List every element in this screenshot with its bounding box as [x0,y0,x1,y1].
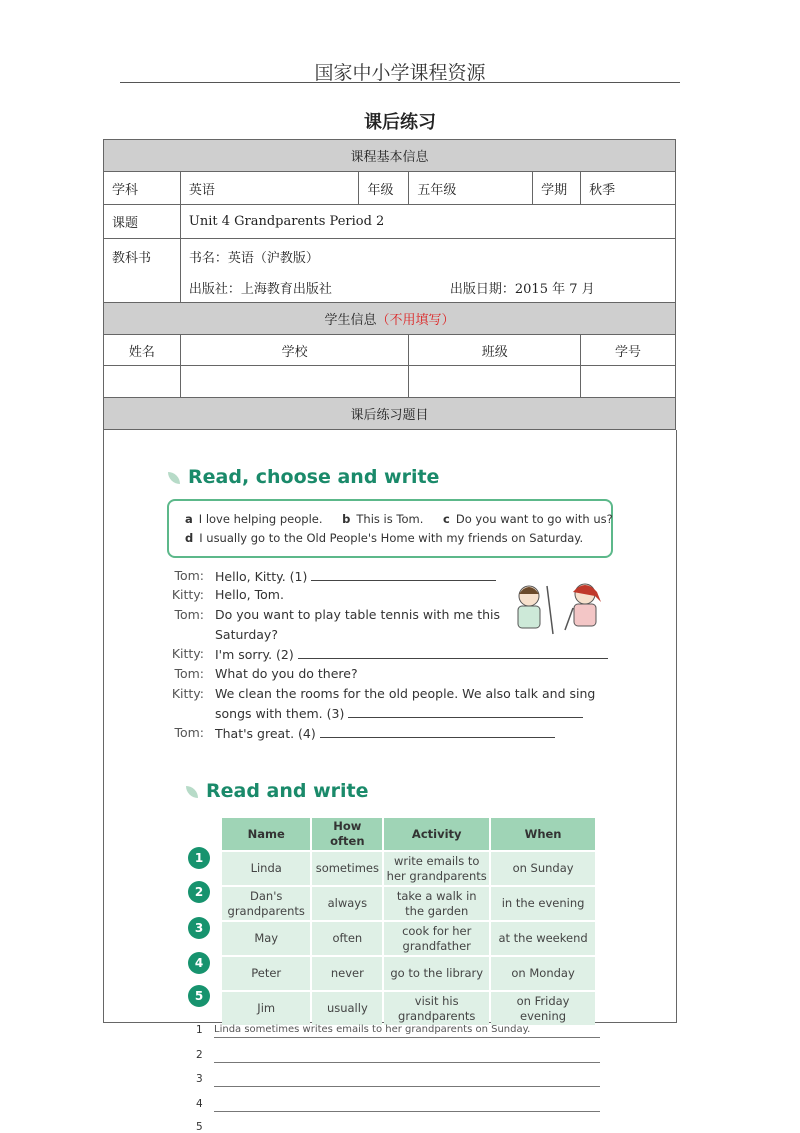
publisher-row [188,278,667,297]
student-id-header: 学号 [581,335,676,366]
row-number-badge: 4 [188,952,210,974]
exercise1-heading [168,466,439,488]
table-cell: sometimes [312,852,382,885]
subject-label: 学科 [104,172,181,205]
publish-date: 出版日期：2015 年 7 月 [449,282,595,297]
dialogue-line: What do you do there? [215,666,358,681]
table-cell: always [312,887,382,920]
table-row [222,887,595,920]
answer-blank[interactable] [311,568,496,581]
publisher: 出版社：上海教育出版社 [188,282,332,297]
table-cell: on Friday evening [491,992,595,1025]
class-field[interactable] [409,366,581,398]
dialogue-line: Do you want to play table tennis with me this [215,607,500,622]
answer-number: 5 [196,1121,203,1133]
course-info-table [103,139,676,430]
grade-value: 五年级 [409,172,533,205]
options-line-2 [185,531,583,545]
dialogue-line: Hello, Kitty. (1) [215,568,496,584]
answer-number: 2 [196,1049,203,1061]
dialogue-speaker: Tom: [174,666,204,681]
table-cell: go to the library [384,957,489,990]
table-cell: cook for her grandfather [384,922,489,955]
option-c: c Do you want to go with us? [443,512,613,526]
table-cell: Jim [222,992,310,1025]
school-header: 学校 [180,335,409,366]
table-cell: May [222,922,310,955]
column-header: Activity [384,818,489,850]
answer-line[interactable]: Linda sometimes writes emails to her grandparents on Sunday. [214,1024,600,1038]
dialogue-line: songs with them. (3) [215,705,583,721]
exercise1-heading-text: Read, choose and write [188,466,440,488]
column-header: Name [222,818,310,850]
table-cell: Linda [222,852,310,885]
dialogue-speaker: Kitty: [171,686,204,701]
course-info-band: 课程基本信息 [104,140,676,172]
dialogue-line: Saturday? [215,627,278,642]
answer-line[interactable] [214,1049,600,1063]
table-row [222,922,595,955]
table-row [222,957,595,990]
answer-number: 1 [196,1024,203,1036]
table-cell: on Sunday [491,852,595,885]
student-info-band [104,303,676,335]
school-field[interactable] [180,366,409,398]
children-illustration [503,578,615,636]
table-cell: in the evening [491,887,595,920]
table-cell: on Monday [491,957,595,990]
exercise-band: 课后练习题目 [104,398,676,430]
table-cell: at the weekend [491,922,595,955]
option-d: d I usually go to the Old People's Home with my friends on Saturday. [185,531,584,545]
column-header: When [491,818,595,850]
term-value: 秋季 [581,172,676,205]
student-id-field[interactable] [581,366,676,398]
textbook-label: 教科书 [104,239,181,303]
table-cell: usually [312,992,382,1025]
row-number-badge: 1 [188,847,210,869]
dialogue-speaker: Tom: [174,725,204,740]
activity-table [220,816,597,1027]
answer-number: 3 [196,1073,203,1085]
answer-line[interactable] [214,1073,600,1087]
dialogue-speaker: Kitty: [171,646,204,661]
page-title: 课后练习 [364,112,436,133]
topic-value: Unit 4 Grandparents Period 2 [180,205,675,239]
table-row [222,852,595,885]
row-number-badge: 2 [188,881,210,903]
table-cell: take a walk in the garden [384,887,489,920]
table-row [222,992,595,1025]
options-line-1 [185,512,613,526]
student-info-note: （不用填写） [376,313,455,328]
dialogue-line: I'm sorry. (2) [215,646,608,662]
answer-blank[interactable] [348,705,583,718]
table-cell: Dan's grandparents [222,887,310,920]
dialogue-line: We clean the rooms for the old people. We also talk and sing [215,686,596,701]
table-cell: never [312,957,382,990]
name-field[interactable] [104,366,181,398]
column-header: How often [312,818,382,850]
table-cell: Peter [222,957,310,990]
answer-blank[interactable] [298,646,608,659]
option-b: b This is Tom. [342,512,424,526]
options-box [167,499,613,558]
name-header: 姓名 [104,335,181,366]
answer-line[interactable] [214,1098,600,1112]
table-cell: often [312,922,382,955]
dialogue-speaker: Tom: [174,568,204,583]
leaf-icon [168,472,180,484]
header-divider [120,82,680,83]
site-title: 国家中小学课程资源 [314,62,486,84]
option-a: a I love helping people. [185,512,323,526]
topic-label: 课题 [104,205,181,239]
subject-value: 英语 [180,172,359,205]
dialogue-line: That's great. (4) [215,725,555,741]
table-cell: write emails to her grandparents [384,852,489,885]
exercise2-heading-text: Read and write [206,780,369,802]
row-number-badge: 3 [188,917,210,939]
row-number-badge: 5 [188,985,210,1007]
term-label: 学期 [533,172,581,205]
dialogue-line: Hello, Tom. [215,587,284,602]
answer-blank[interactable] [320,725,555,738]
table-cell: visit his grandparents [384,992,489,1025]
textbook-name: 书名：英语（沪教版） [188,251,319,266]
dialogue-speaker: Kitty: [171,587,204,602]
class-header: 班级 [409,335,581,366]
textbook-details [180,239,675,303]
answer-number: 4 [196,1098,203,1110]
grade-label: 年级 [359,172,409,205]
student-info-title: 学生信息 [324,313,377,328]
dialogue-speaker: Tom: [174,607,204,622]
exercise2-heading [186,780,369,802]
leaf-icon [186,786,198,798]
